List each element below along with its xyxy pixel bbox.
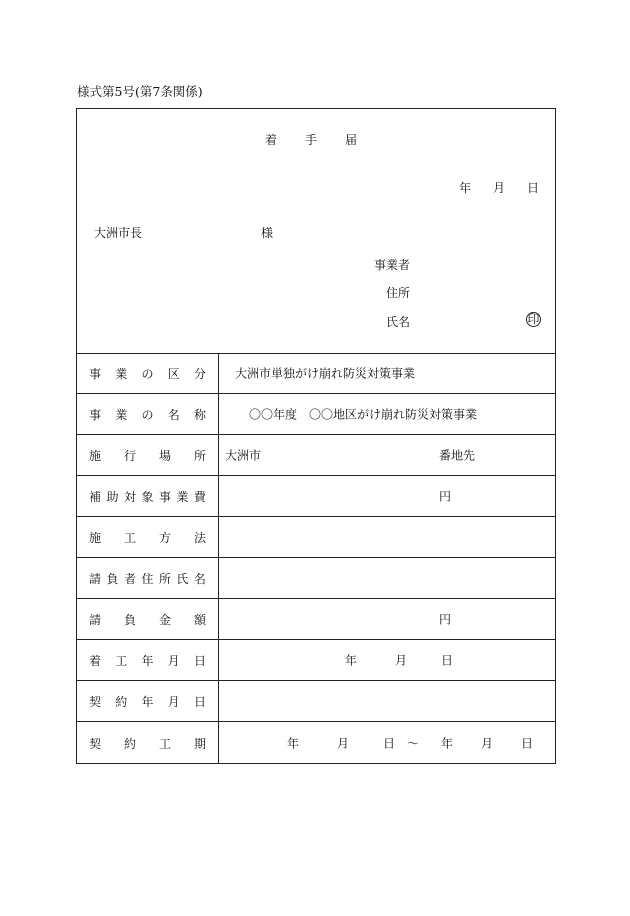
row-value-cell[interactable] bbox=[219, 435, 555, 475]
row-value-cell[interactable] bbox=[219, 722, 555, 764]
row-suffix: 円 bbox=[439, 489, 452, 504]
row-label-text: 施 工 方 法 bbox=[89, 530, 206, 545]
row-value: 大洲市単独がけ崩れ防災対策事業 bbox=[235, 366, 416, 381]
form-row bbox=[77, 640, 555, 681]
form-row bbox=[77, 722, 555, 764]
row-label bbox=[77, 476, 219, 516]
row-label-text: 契 約 工 期 bbox=[89, 736, 206, 751]
row-label-text: 事 業 の 区 分 bbox=[89, 366, 206, 381]
row-label bbox=[77, 558, 219, 598]
row-label bbox=[77, 722, 219, 764]
row-value-cell[interactable] bbox=[219, 640, 555, 680]
row-label bbox=[77, 640, 219, 680]
seal-icon: 印 bbox=[527, 312, 540, 326]
row-label bbox=[77, 681, 219, 721]
form-row bbox=[77, 599, 555, 640]
form-row bbox=[77, 476, 555, 517]
date-day: 日 bbox=[526, 181, 539, 195]
form-row bbox=[77, 681, 555, 722]
row-label bbox=[77, 435, 219, 475]
row-value: 大洲市 bbox=[225, 448, 262, 463]
addressee: 大洲市長 bbox=[94, 226, 143, 240]
row-value-cell[interactable] bbox=[219, 599, 555, 639]
row-label-text: 補 助 対 象 事 業 費 bbox=[89, 489, 206, 504]
row-label-text: 請 負 金 額 bbox=[89, 612, 206, 627]
date-month: 月 bbox=[492, 181, 505, 195]
row-label bbox=[77, 353, 219, 393]
form-sheet bbox=[76, 108, 556, 764]
row-suffix: 番地先 bbox=[439, 448, 476, 463]
row-suffix: 円 bbox=[439, 612, 452, 627]
honorific: 様 bbox=[261, 226, 274, 240]
form-row bbox=[77, 558, 555, 599]
date-month: 月 bbox=[481, 736, 494, 751]
name-label: 氏名 bbox=[386, 315, 411, 329]
date-month: 月 bbox=[395, 653, 408, 668]
row-label bbox=[77, 517, 219, 557]
row-label bbox=[77, 599, 219, 639]
date-year: 年 bbox=[458, 181, 471, 195]
operator-label: 事業者 bbox=[374, 258, 411, 272]
date-day: 日 bbox=[441, 653, 454, 668]
row-label-text: 契 約 年 月 日 bbox=[89, 694, 206, 709]
form-number: 様式第5号(第7条関係) bbox=[77, 84, 203, 99]
date-year: 年 bbox=[287, 736, 300, 751]
form-row bbox=[77, 435, 555, 476]
row-value-cell[interactable] bbox=[219, 681, 555, 721]
row-label-text: 施 行 場 所 bbox=[89, 448, 206, 463]
row-value-cell[interactable] bbox=[219, 558, 555, 598]
row-value-cell[interactable] bbox=[219, 517, 555, 557]
form-title: 着手届 bbox=[265, 133, 386, 147]
row-value-cell[interactable] bbox=[219, 476, 555, 516]
date-year: 年 bbox=[345, 653, 358, 668]
form-row bbox=[77, 394, 555, 435]
row-value-cell[interactable] bbox=[219, 353, 555, 393]
date-day: 日 bbox=[383, 736, 396, 751]
date-month: 月 bbox=[337, 736, 350, 751]
form-header bbox=[77, 109, 555, 354]
date-year: 年 bbox=[441, 736, 454, 751]
row-label-text: 事 業 の 名 称 bbox=[89, 407, 206, 422]
form-row bbox=[77, 353, 555, 394]
form-row bbox=[77, 517, 555, 558]
row-label-text: 請 負 者 住 所 氏 名 bbox=[89, 571, 206, 586]
date-day: 日 bbox=[521, 736, 534, 751]
row-label-text: 着 工 年 月 日 bbox=[89, 653, 206, 668]
row-value: 〇〇年度 〇〇地区がけ崩れ防災対策事業 bbox=[249, 407, 478, 422]
address-label: 住所 bbox=[386, 286, 411, 300]
form-rows bbox=[77, 353, 555, 764]
date-separator: 〜 bbox=[407, 736, 420, 751]
row-label bbox=[77, 394, 219, 434]
row-value-cell[interactable] bbox=[219, 394, 555, 434]
submission-date bbox=[459, 179, 539, 196]
